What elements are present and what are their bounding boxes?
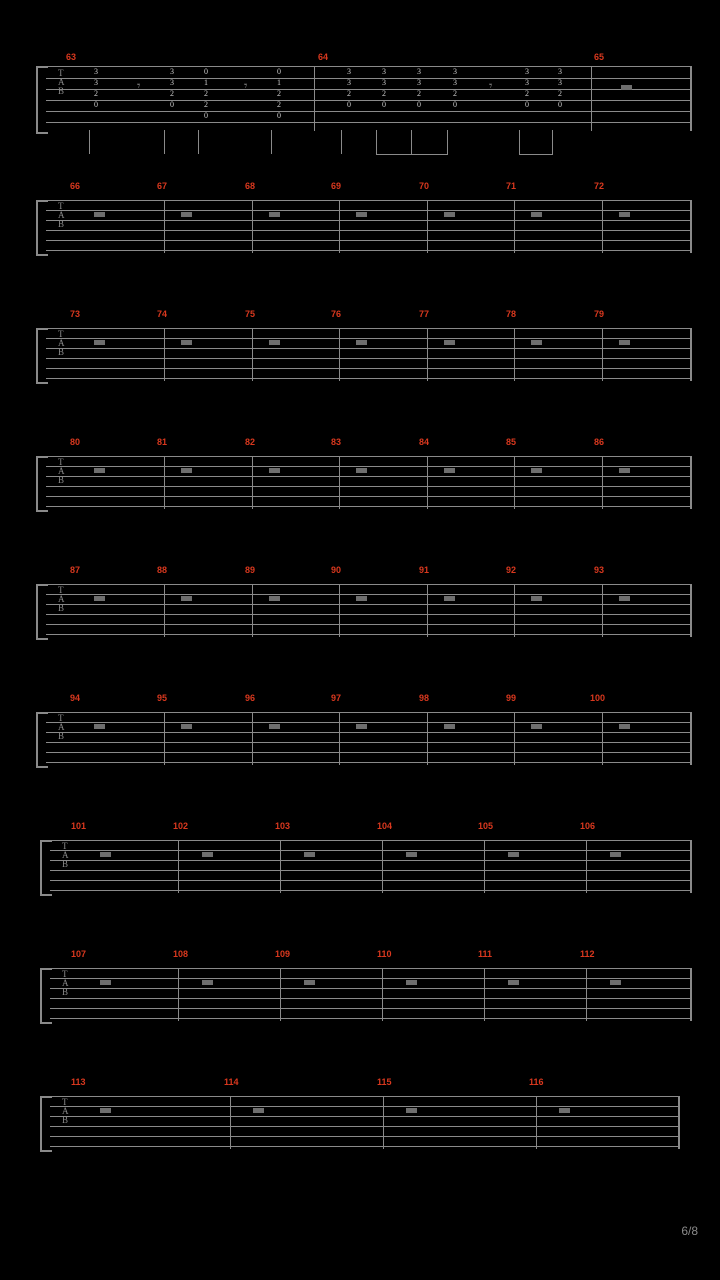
measure-number: 104	[377, 821, 393, 831]
staff	[46, 66, 692, 130]
staff	[46, 456, 692, 508]
barline	[602, 201, 603, 253]
measure-number: 84	[419, 437, 430, 447]
staff-line	[50, 1008, 692, 1009]
staff-line	[46, 210, 692, 211]
fret-number: 2	[204, 100, 208, 109]
whole-rest	[508, 852, 519, 857]
whole-rest	[444, 340, 455, 345]
whole-rest	[356, 596, 367, 601]
measure-number: 94	[70, 693, 81, 703]
measure-number: 68	[245, 181, 256, 191]
staff-line	[46, 634, 692, 635]
staff-line	[46, 742, 692, 743]
staff-end-barline	[690, 713, 692, 765]
whole-rest	[100, 980, 111, 985]
staff-end-barline	[690, 329, 692, 381]
barline	[382, 969, 383, 1021]
page-number: 6/8	[681, 1224, 698, 1238]
whole-rest	[444, 596, 455, 601]
measure-number: 67	[157, 181, 168, 191]
whole-rest	[610, 852, 621, 857]
staff-line	[50, 1126, 680, 1127]
measure-number: 89	[245, 565, 256, 575]
staff-line	[50, 880, 692, 881]
fret-number: 3	[94, 67, 98, 76]
whole-rest	[356, 212, 367, 217]
staff-line	[46, 476, 692, 477]
measure-number: 99	[506, 693, 517, 703]
fret-number: 0	[204, 67, 208, 76]
whole-rest	[406, 852, 417, 857]
measure-number: 91	[419, 565, 430, 575]
measure-number: 114	[224, 1077, 239, 1087]
note-stem	[164, 130, 165, 154]
whole-rest	[621, 85, 632, 90]
whole-rest	[269, 212, 280, 217]
barline	[252, 585, 253, 637]
measure-number: 105	[478, 821, 494, 831]
fret-number: 2	[525, 89, 529, 98]
tab-clef: T A B	[58, 713, 65, 741]
staff-line	[50, 978, 692, 979]
tab-clef: T A B	[62, 969, 69, 997]
whole-rest	[619, 340, 630, 345]
staff-line	[46, 358, 692, 359]
whole-rest	[619, 724, 630, 729]
staff-line	[46, 378, 692, 379]
whole-rest	[531, 596, 542, 601]
whole-rest	[181, 468, 192, 473]
fret-number: 2	[558, 89, 562, 98]
barline	[252, 713, 253, 765]
staff-line	[46, 506, 692, 507]
fret-number: 0	[417, 100, 421, 109]
whole-rest	[356, 724, 367, 729]
whole-rest	[559, 1108, 570, 1113]
fret-number: 0	[204, 111, 208, 120]
staff-line	[46, 762, 692, 763]
measure-number: 100	[590, 693, 606, 703]
whole-rest	[94, 468, 105, 473]
rest-glyph: 𝄾	[489, 78, 493, 93]
note-beam	[376, 154, 448, 155]
measure-number: 70	[419, 181, 430, 191]
rest-glyph: 𝄾	[244, 78, 248, 93]
whole-rest	[94, 724, 105, 729]
barline	[164, 329, 165, 381]
barline	[586, 969, 587, 1021]
fret-number: 2	[94, 89, 98, 98]
fret-number: 3	[417, 78, 421, 87]
staff-line	[50, 1116, 680, 1117]
staff-line	[46, 220, 692, 221]
staff-end-barline	[678, 1097, 680, 1149]
staff-end-barline	[690, 585, 692, 637]
staff-line	[50, 998, 692, 999]
measure-number: 77	[419, 309, 430, 319]
fret-number: 3	[170, 67, 174, 76]
measure-number: 97	[331, 693, 342, 703]
whole-rest	[508, 980, 519, 985]
note-stem	[519, 130, 520, 154]
whole-rest	[94, 596, 105, 601]
staff	[50, 840, 692, 892]
fret-number: 2	[170, 89, 174, 98]
measure-number: 83	[331, 437, 342, 447]
staff-line	[46, 614, 692, 615]
whole-rest	[94, 212, 105, 217]
note-beam	[519, 154, 553, 155]
staff-line	[50, 1018, 692, 1019]
staff	[46, 712, 692, 764]
measure-number: 95	[157, 693, 168, 703]
whole-rest	[406, 1108, 417, 1113]
whole-rest	[100, 1108, 111, 1113]
note-stem	[376, 130, 377, 154]
staff-line	[46, 486, 692, 487]
barline	[339, 329, 340, 381]
measure-number: 81	[157, 437, 168, 447]
measure-number: 79	[594, 309, 605, 319]
barline	[339, 713, 340, 765]
staff	[46, 328, 692, 380]
note-stem	[552, 130, 553, 154]
fret-number: 0	[382, 100, 386, 109]
barline	[164, 585, 165, 637]
barline	[339, 201, 340, 253]
whole-rest	[269, 468, 280, 473]
barline	[178, 969, 179, 1021]
whole-rest	[181, 724, 192, 729]
whole-rest	[619, 596, 630, 601]
fret-number: 3	[453, 67, 457, 76]
whole-rest	[531, 212, 542, 217]
barline	[427, 713, 428, 765]
barline	[164, 457, 165, 509]
whole-rest	[202, 852, 213, 857]
rest-glyph: 𝄾	[137, 78, 141, 93]
fret-number: 1	[204, 78, 208, 87]
barline	[586, 841, 587, 893]
staff-line	[46, 624, 692, 625]
measure-number: 107	[71, 949, 87, 959]
whole-rest	[181, 596, 192, 601]
measure-number: 101	[71, 821, 87, 831]
measure-number: 63	[66, 52, 77, 62]
measure-number: 82	[245, 437, 256, 447]
barline	[591, 67, 592, 131]
staff-line	[46, 732, 692, 733]
barline	[514, 201, 515, 253]
fret-number: 3	[382, 67, 386, 76]
staff-line	[46, 466, 692, 467]
staff-line	[46, 722, 692, 723]
barline	[314, 67, 315, 131]
barline	[602, 457, 603, 509]
staff-end-barline	[690, 67, 692, 131]
whole-rest	[304, 852, 315, 857]
barline	[514, 713, 515, 765]
whole-rest	[406, 980, 417, 985]
whole-rest	[356, 340, 367, 345]
whole-rest	[304, 980, 315, 985]
barline	[280, 841, 281, 893]
tab-clef: T A B	[58, 457, 65, 485]
fret-number: 0	[277, 111, 281, 120]
measure-number: 65	[594, 52, 605, 62]
measure-number: 116	[529, 1077, 544, 1087]
staff-line	[50, 850, 692, 851]
measure-number: 106	[580, 821, 596, 831]
fret-number: 3	[94, 78, 98, 87]
whole-rest	[444, 468, 455, 473]
barline	[252, 457, 253, 509]
barline	[178, 841, 179, 893]
measure-number: 66	[70, 181, 81, 191]
whole-rest	[531, 724, 542, 729]
barline	[164, 201, 165, 253]
staff-end-barline	[690, 457, 692, 509]
whole-rest	[202, 980, 213, 985]
whole-rest	[269, 724, 280, 729]
barline	[339, 457, 340, 509]
staff-line	[50, 1146, 680, 1147]
fret-number: 0	[347, 100, 351, 109]
fret-number: 3	[170, 78, 174, 87]
whole-rest	[619, 212, 630, 217]
barline	[230, 1097, 231, 1149]
note-stem	[89, 130, 90, 154]
whole-rest	[610, 980, 621, 985]
staff-line	[50, 860, 692, 861]
whole-rest	[531, 468, 542, 473]
measure-number: 92	[506, 565, 517, 575]
measure-number: 112	[580, 949, 595, 959]
fret-number: 3	[558, 78, 562, 87]
tab-clef: T A B	[58, 585, 65, 613]
staff	[46, 584, 692, 636]
staff-line	[46, 89, 692, 90]
tab-clef: T A B	[62, 841, 69, 869]
staff-line	[50, 870, 692, 871]
barline	[164, 713, 165, 765]
staff	[46, 200, 692, 252]
measure-number: 86	[594, 437, 605, 447]
staff-line	[46, 240, 692, 241]
staff	[50, 968, 692, 1020]
measure-number: 115	[377, 1077, 392, 1087]
staff-line	[50, 1106, 680, 1107]
fret-number: 2	[277, 89, 281, 98]
staff-line	[46, 100, 692, 101]
measure-number: 98	[419, 693, 430, 703]
barline	[427, 201, 428, 253]
whole-rest	[356, 468, 367, 473]
fret-number: 0	[525, 100, 529, 109]
staff-line	[46, 604, 692, 605]
note-stem	[198, 130, 199, 154]
fret-number: 3	[558, 67, 562, 76]
staff-line	[50, 1136, 680, 1137]
staff-line	[46, 368, 692, 369]
staff-line	[46, 78, 692, 79]
measure-number: 71	[506, 181, 517, 191]
fret-number: 3	[525, 67, 529, 76]
whole-rest	[253, 1108, 264, 1113]
fret-number: 2	[277, 100, 281, 109]
staff-line	[46, 752, 692, 753]
staff-line	[46, 122, 692, 123]
fret-number: 0	[94, 100, 98, 109]
measure-number: 102	[173, 821, 189, 831]
barline	[427, 585, 428, 637]
fret-number: 3	[347, 67, 351, 76]
fret-number: 1	[277, 78, 281, 87]
measure-number: 73	[70, 309, 81, 319]
tab-clef: T A B	[58, 201, 65, 229]
barline	[382, 841, 383, 893]
barline	[514, 457, 515, 509]
staff-line	[46, 230, 692, 231]
measure-number: 69	[331, 181, 342, 191]
barline	[383, 1097, 384, 1149]
whole-rest	[444, 212, 455, 217]
staff-end-barline	[690, 201, 692, 253]
barline	[602, 713, 603, 765]
tab-clef: T A B	[62, 1097, 69, 1125]
measure-number: 110	[377, 949, 392, 959]
staff-end-barline	[690, 969, 692, 1021]
whole-rest	[444, 724, 455, 729]
measure-number: 87	[70, 565, 81, 575]
staff-line	[46, 111, 692, 112]
barline	[280, 969, 281, 1021]
fret-number: 0	[558, 100, 562, 109]
staff-line	[46, 594, 692, 595]
fret-number: 0	[277, 67, 281, 76]
whole-rest	[269, 340, 280, 345]
fret-number: 0	[453, 100, 457, 109]
fret-number: 2	[417, 89, 421, 98]
whole-rest	[181, 340, 192, 345]
barline	[252, 201, 253, 253]
fret-number: 3	[347, 78, 351, 87]
tab-clef: T A B	[58, 68, 65, 96]
barline	[339, 585, 340, 637]
measure-number: 111	[478, 949, 493, 959]
fret-number: 3	[525, 78, 529, 87]
staff-line	[46, 348, 692, 349]
note-stem	[447, 130, 448, 154]
barline	[427, 457, 428, 509]
fret-number: 3	[382, 78, 386, 87]
staff	[50, 1096, 680, 1148]
fret-number: 2	[204, 89, 208, 98]
barline	[252, 329, 253, 381]
whole-rest	[619, 468, 630, 473]
measure-number: 88	[157, 565, 168, 575]
measure-number: 93	[594, 565, 605, 575]
whole-rest	[94, 340, 105, 345]
measure-number: 72	[594, 181, 605, 191]
measure-number: 108	[173, 949, 189, 959]
tab-clef: T A B	[58, 329, 65, 357]
measure-number: 113	[71, 1077, 86, 1087]
staff-line	[50, 988, 692, 989]
measure-number: 80	[70, 437, 81, 447]
measure-number: 78	[506, 309, 517, 319]
measure-number: 90	[331, 565, 342, 575]
measure-number: 103	[275, 821, 291, 831]
note-stem	[271, 130, 272, 154]
barline	[514, 585, 515, 637]
barline	[484, 841, 485, 893]
measure-number: 64	[318, 52, 329, 62]
whole-rest	[181, 212, 192, 217]
fret-number: 0	[170, 100, 174, 109]
measure-number: 85	[506, 437, 517, 447]
fret-number: 2	[347, 89, 351, 98]
barline	[484, 969, 485, 1021]
measure-number: 74	[157, 309, 168, 319]
staff-line	[46, 338, 692, 339]
staff-line	[46, 250, 692, 251]
fret-number: 3	[417, 67, 421, 76]
barline	[602, 585, 603, 637]
measure-number: 109	[275, 949, 291, 959]
measure-number: 96	[245, 693, 256, 703]
barline	[427, 329, 428, 381]
fret-number: 2	[382, 89, 386, 98]
measure-number: 75	[245, 309, 256, 319]
whole-rest	[269, 596, 280, 601]
barline	[514, 329, 515, 381]
barline	[602, 329, 603, 381]
fret-number: 3	[453, 78, 457, 87]
staff-end-barline	[690, 841, 692, 893]
barline	[536, 1097, 537, 1149]
note-stem	[411, 130, 412, 154]
staff-line	[50, 890, 692, 891]
fret-number: 2	[453, 89, 457, 98]
staff-line	[46, 496, 692, 497]
measure-number: 76	[331, 309, 342, 319]
note-stem	[341, 130, 342, 154]
whole-rest	[100, 852, 111, 857]
whole-rest	[531, 340, 542, 345]
